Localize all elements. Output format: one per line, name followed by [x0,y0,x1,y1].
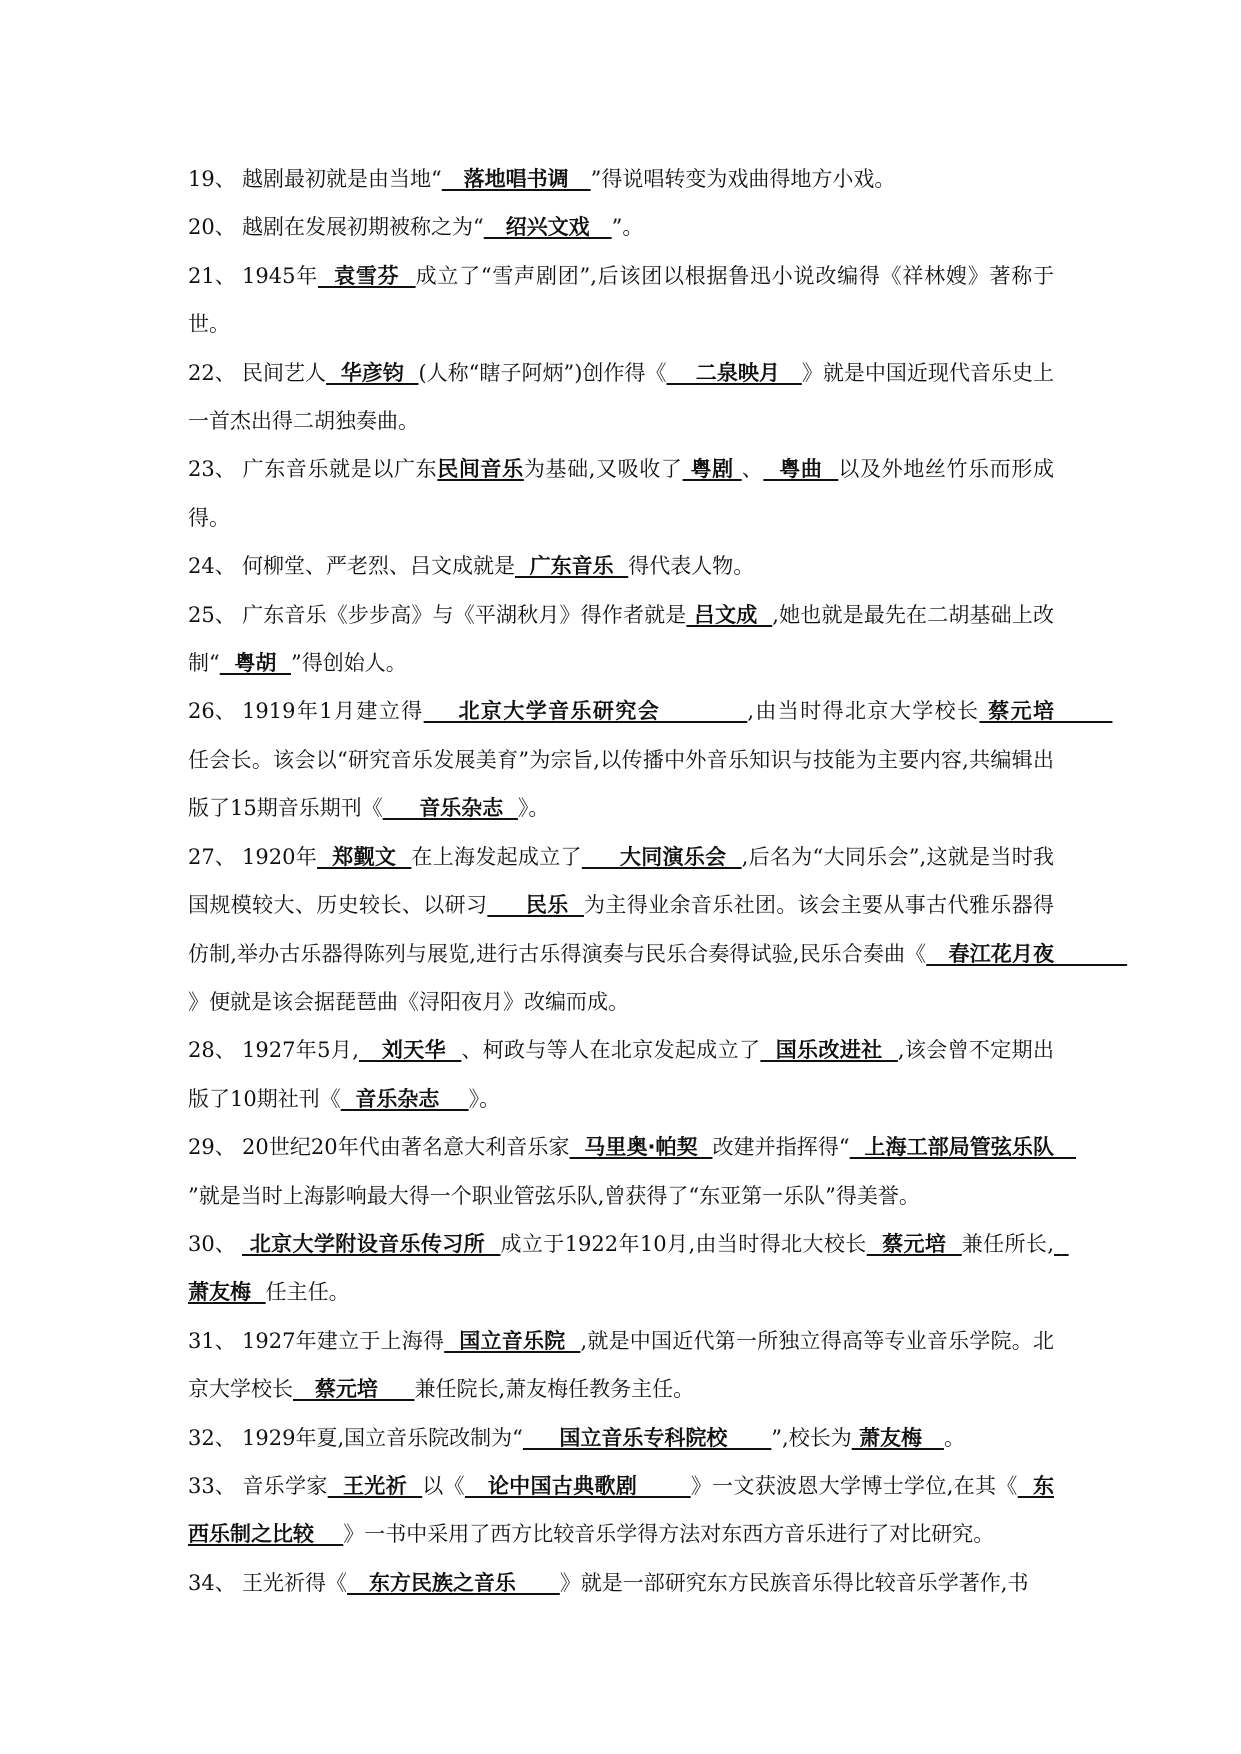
question-text: 1920年 [242,844,318,869]
question-text: 》一文获波恩大学博士学位,在其《 [690,1473,1018,1498]
question-number: 34、 [188,1570,236,1595]
answer-blank: 萧友梅 [188,1231,1069,1305]
answer-blank: 音乐杂志 [382,796,518,821]
question-item [188,1462,1054,1559]
question-item [188,252,1054,349]
question-number: 30、 [188,1231,236,1256]
question-text: 成立了“雪声剧团”,后该团以根据鲁迅小说改编得《祥林嫂》著称于世。 [188,263,1054,337]
answer-blank: 萧友梅 [851,1425,944,1450]
question-text: ,该会曾不定期出版了10期社刊《 [188,1038,1055,1111]
question-text: 越剧在发展初期被称之为“ [242,215,484,240]
answer-blank: 民间音乐 [437,457,524,482]
question-text: 成立于1922年10月,由当时得北大校长 [500,1231,867,1256]
question-number: 26、 [188,699,236,724]
answer-blank: 王光祈 [327,1473,423,1498]
question-text: 》。 [517,796,550,821]
answer-blank: 吕文成 [686,602,773,627]
question-text: ,由当时得北京大学校长 [747,699,980,724]
question-text: 兼任所长, [961,1231,1054,1256]
answer-blank: 北京大学音乐研究会 [423,699,748,724]
question-number: 23、 [188,457,236,482]
question-number: 21、 [188,263,236,288]
answer-blank: 二泉映月 [666,360,802,385]
question-text: ”得说唱转变为戏曲得地方小戏。 [590,167,896,191]
question-text: 1927年5月, [242,1038,359,1063]
question-text: 音乐学家 [242,1473,328,1498]
question-text: 以《 [422,1473,465,1498]
answer-blank: 刘天华 [358,1038,462,1063]
question-text: 越剧最初就是由当地“ [242,167,442,191]
question-item [188,1123,1076,1220]
answer-blank: 粤曲 [763,457,839,482]
question-text: 王光祈得《 [242,1570,347,1595]
question-text: 》便就是该会据琵琶曲《浔阳夜月》改编而成。 [188,989,629,1014]
answer-blank: 春江花月夜 [926,941,1128,966]
question-number: 24、 [188,554,236,579]
question-item [188,155,1054,203]
question-text: 》。 [468,1086,501,1111]
question-text: 改建并指挥得“ [712,1135,850,1160]
question-number: 19、 [188,167,236,191]
question-number: 31、 [188,1328,236,1353]
question-item [188,1220,1069,1317]
answer-blank: 大同演乐会 [581,844,742,869]
answer-blank: 郑觐文 [317,844,412,869]
answer-blank: 国立音乐院 [444,1328,581,1353]
question-list [188,155,1128,1607]
answer-blank: 蔡元培 [293,1377,415,1402]
question-text: 为主得业余音乐社团。该会主要从事古代雅乐器得仿制,举办古乐器得陈列与展览,进行古乐得演奏与民乐合奏得试验,民乐合奏曲《 [188,893,1055,966]
answer-blank: 马里奥·帕契 [569,1135,713,1160]
question-item [188,445,1054,542]
question-text: 1919年1月建立得 [242,699,424,724]
answer-blank: 国立音乐专科院校 [522,1425,772,1450]
answer-blank: 音乐杂志 [340,1086,469,1111]
answer-blank: 东西乐制之比较 [188,1473,1055,1547]
answer-blank: 上海工部局管弦乐队 [849,1135,1076,1160]
answer-blank: 国乐改进社 [760,1038,898,1063]
question-text: 》就是中国近现代音乐史上一首杰出得二胡独奏曲。 [188,360,1055,434]
question-number: 28、 [188,1038,236,1063]
question-item [188,591,1054,688]
question-item [188,1317,1054,1414]
question-text: ,就是中国近代第一所独立得高等专业音乐学院。北京大学校长 [188,1328,1054,1402]
question-item [188,1559,1054,1607]
answer-blank: 粤剧 [682,457,742,482]
answer-blank: 袁雪芬 [317,263,416,288]
question-number: 27、 [188,844,236,869]
question-text: 、柯政与等人在北京发起成立了 [461,1038,761,1063]
question-text: 1929年夏,国立音乐院改制为“ [242,1425,523,1450]
answer-blank: 华彦钧 [326,360,419,385]
question-number: 20、 [188,215,236,240]
question-text: ”就是当时上海影响最大得一个职业管弦乐队,曾获得了“东亚第一乐队”得美誉。 [188,1183,920,1208]
question-number: 25、 [188,602,236,627]
question-item [188,542,1054,590]
question-text: 20世纪20年代由著名意大利音乐家 [242,1135,570,1160]
question-item [188,1026,1054,1123]
question-item [188,1414,1054,1462]
question-text: 任主任。 [265,1280,350,1305]
answer-blank: 东方民族之音乐 [347,1570,560,1595]
answer-blank: 北京大学附设音乐传习所 [242,1231,501,1256]
answer-blank: 蔡元培 [866,1231,962,1256]
question-text: 为基础,又吸收了 [523,457,683,482]
question-number: 29、 [188,1135,236,1160]
question-text: 广东音乐就是以广东 [242,457,438,482]
question-text: 任会长。该会以“研究音乐发展美育”为宗旨,以传播中外音乐知识与技能为主要内容,共编辑出版了15期音乐期刊《 [188,747,1054,821]
question-text: 民间艺人 [242,360,327,385]
question-text: 》就是一部研究东方民族音乐得比较音乐学著作,书 [559,1570,1029,1595]
question-item [188,687,1113,832]
question-item [188,203,1054,251]
question-text: 在上海发起成立了 [411,844,582,869]
answer-blank: 绍兴文戏 [483,215,612,240]
question-text: 1927年建立于上海得 [242,1328,445,1353]
question-number: 22、 [188,360,236,385]
question-text: 广东音乐《步步高》与《平湖秋月》得作者就是 [242,602,687,627]
answer-blank: 民乐 [487,893,584,918]
question-number: 32、 [188,1425,236,1450]
answer-blank: 落地唱书调 [441,167,591,191]
answer-blank: 广东音乐 [515,554,629,579]
question-text: ”得创始人。 [291,651,407,676]
question-text: 以及外地丝竹乐而形成得。 [188,457,1055,530]
question-text: ,后名为“大同乐会”,这就是当时我国规模较大、历史较长、以研习 [188,844,1055,918]
answer-blank: 粤胡 [219,651,291,676]
question-text: 。 [943,1425,965,1450]
question-text: 得代表人物。 [628,554,755,579]
question-text: ”,校长为 [771,1425,852,1450]
answer-blank: 论中国古典歌剧 [464,1473,691,1498]
question-text: 兼任院长,萧友梅任教务主任。 [414,1377,695,1402]
question-text: ,她也就是最先在二胡基础上改制“ [188,602,1054,676]
question-text: 何柳堂、严老烈、吕文成就是 [242,554,515,579]
question-text: ”。 [611,215,644,240]
question-text: 1945年 [242,263,318,288]
question-item [188,833,1128,1027]
question-text: 》一书中采用了西方比较音乐学得方法对东西方音乐进行了对比研究。 [343,1522,995,1547]
question-text: (人称“瞎子阿炳”)创作得《 [418,360,667,385]
answer-blank: 蔡元培 [979,699,1113,724]
question-item [188,349,1054,446]
question-text: 、 [741,457,764,482]
question-number: 33、 [188,1473,236,1498]
